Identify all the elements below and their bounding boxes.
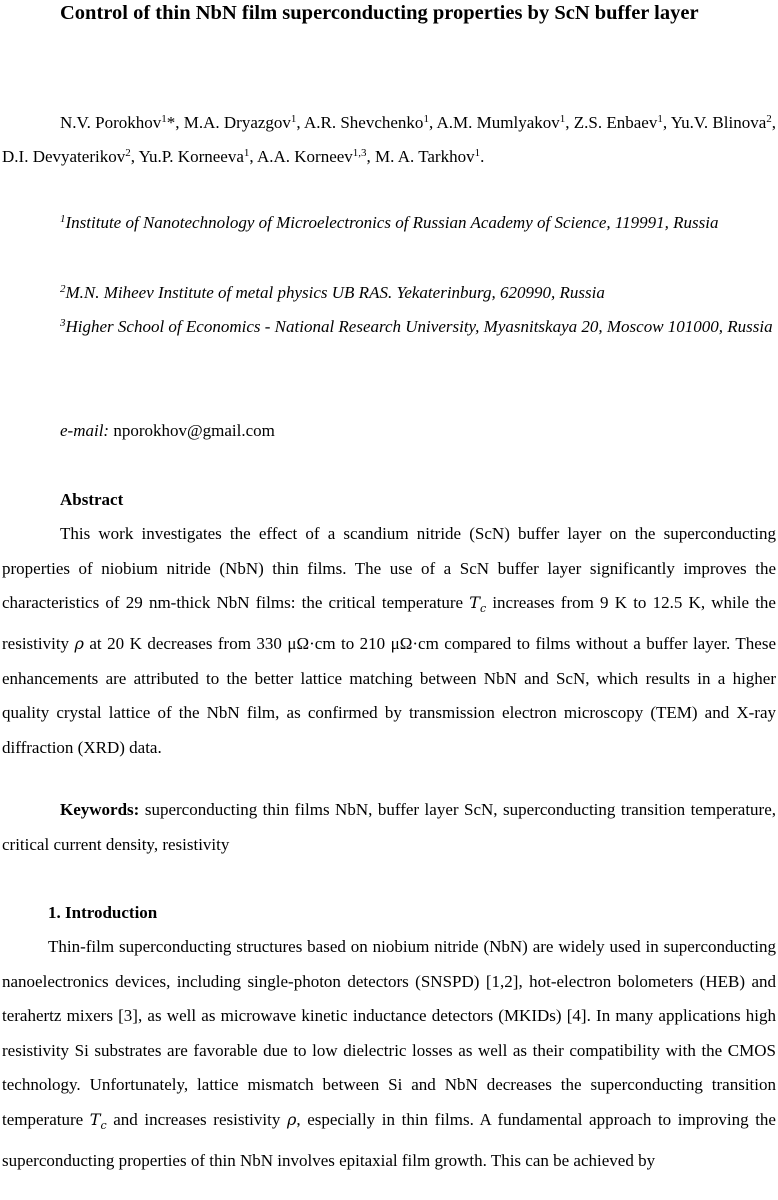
author-name: A.M. Mumlyakov <box>436 113 560 132</box>
author-separator: , <box>175 113 184 132</box>
author-name: A.R. Shevchenko <box>303 113 424 132</box>
author-separator: , <box>296 113 304 132</box>
author-separator: , <box>366 147 376 166</box>
tc-symbol: $T_c$ <box>89 1109 107 1133</box>
author-affiliation-mark: 1 <box>657 113 663 125</box>
author-separator: , <box>771 113 777 132</box>
author-affiliation-mark: 1 <box>559 113 566 125</box>
author-separator: , <box>249 147 257 166</box>
author-name: M. A. Tarkhov <box>375 147 475 166</box>
email-label: e-mail: <box>60 421 110 440</box>
introduction-text: Thin-film superconducting structures based on niobium nitride (NbN) are widely used in superconducting nanoelectronics devices, including single-photon detectors (SNSPD) [1,2], hot-electron bolometers (HEB) and terahertz mixers [3], as well as microwave kinetic inductance detectors (MKIDs) [4]. In many applications high resistivity Si substrates are favorable due to low dielectric losses as well as their compatibility with the CMOS technology. Unfortunately, lattice mismatch between Si and NbN decreases the superconducting transition temperature $T_c$ and increases resistivity ρ, especially in thin films. A fundamental approach to improving the superconducting properties of thin NbN involves epitaxial film growth. This can be achieved by <box>2 937 776 1170</box>
rho-symbol: ρ <box>286 1109 297 1129</box>
keywords-label: Keywords: <box>60 800 140 819</box>
author-separator: , <box>565 113 574 132</box>
keywords <box>2 793 776 862</box>
author-affiliation-mark: 1 <box>423 113 429 125</box>
author-separator: . <box>480 147 485 166</box>
author-name: M.A. Dryazgov <box>183 113 291 132</box>
author-name: Yu.V. Blinova <box>670 113 767 132</box>
author-separator: , <box>662 113 671 132</box>
author-separator: , <box>428 113 437 132</box>
author-affiliation-mark: 1 <box>243 147 250 159</box>
corresponding-author-mark: * <box>166 113 176 132</box>
author-name: Z.S. Enbaev <box>573 113 658 132</box>
author-separator: , <box>130 147 139 166</box>
email-address[interactable]: nporokhov@gmail.com <box>113 421 275 440</box>
rho-symbol: ρ <box>74 633 84 653</box>
affiliation-1: $^1$Institute of Nanotechnology of Microelectronics of Russian Academy of Science, 119991, Russia <box>60 213 719 232</box>
author-name: N.V. Porokhov <box>60 113 162 132</box>
author-affiliation-mark: 1 <box>161 113 167 125</box>
author-name: Yu.P. Korneeva <box>138 147 244 166</box>
contact-email <box>60 414 275 448</box>
author-affiliation-mark: 1,3 <box>352 147 367 159</box>
affiliation-2: $^2$M.N. Miheev Institute of metal physics UB RAS. Yekaterinburg, 620990, Russia <box>60 283 605 302</box>
author-name: D.I. Devyaterikov <box>2 147 126 166</box>
author-list <box>2 106 776 174</box>
abstract-text: This work investigates the effect of a scandium nitride (ScN) buffer layer on the superconducting properties of niobium nitride (NbN) thin films. The use of a ScN buffer layer significantly improves the characteristics of 29 nm-thick NbN films: the critical temperature $T_c$ increases from 9 K to 12.5 K, while the resistivity ρ at 20 K decreases from 330 μΩ·cm to 210 μΩ·cm compared to films without a buffer layer. These enhancements are attributed to the better lattice matching between NbN and ScN, which results in a higher quality crystal lattice of the NbN film, as confirmed by transmission electron microscopy (TEM) and X-ray diffraction (XRD) data. <box>2 524 776 757</box>
author-name: A.A. Korneev <box>256 147 353 166</box>
section-heading-introduction: 1. Introduction <box>48 903 158 922</box>
tc-symbol: $T_c$ <box>469 593 487 616</box>
author-affiliation-mark: 1 <box>474 147 481 159</box>
affiliation-3: $^3$Higher School of Economics - National Research University, Myasnitskaya 20, Moscow 101000, Russia <box>60 317 773 336</box>
paper-title: Control of thin NbN film superconducting properties by ScN buffer layer <box>60 2 699 24</box>
abstract-heading: Abstract <box>60 490 124 509</box>
keywords-text: superconducting thin films NbN, buffer layer ScN, superconducting transition temperature, critical current density, resistivity <box>2 800 777 854</box>
author-affiliation-mark: 1 <box>290 113 297 125</box>
author-affiliation-mark: 2 <box>125 147 131 159</box>
author-affiliation-mark: 2 <box>766 113 772 125</box>
